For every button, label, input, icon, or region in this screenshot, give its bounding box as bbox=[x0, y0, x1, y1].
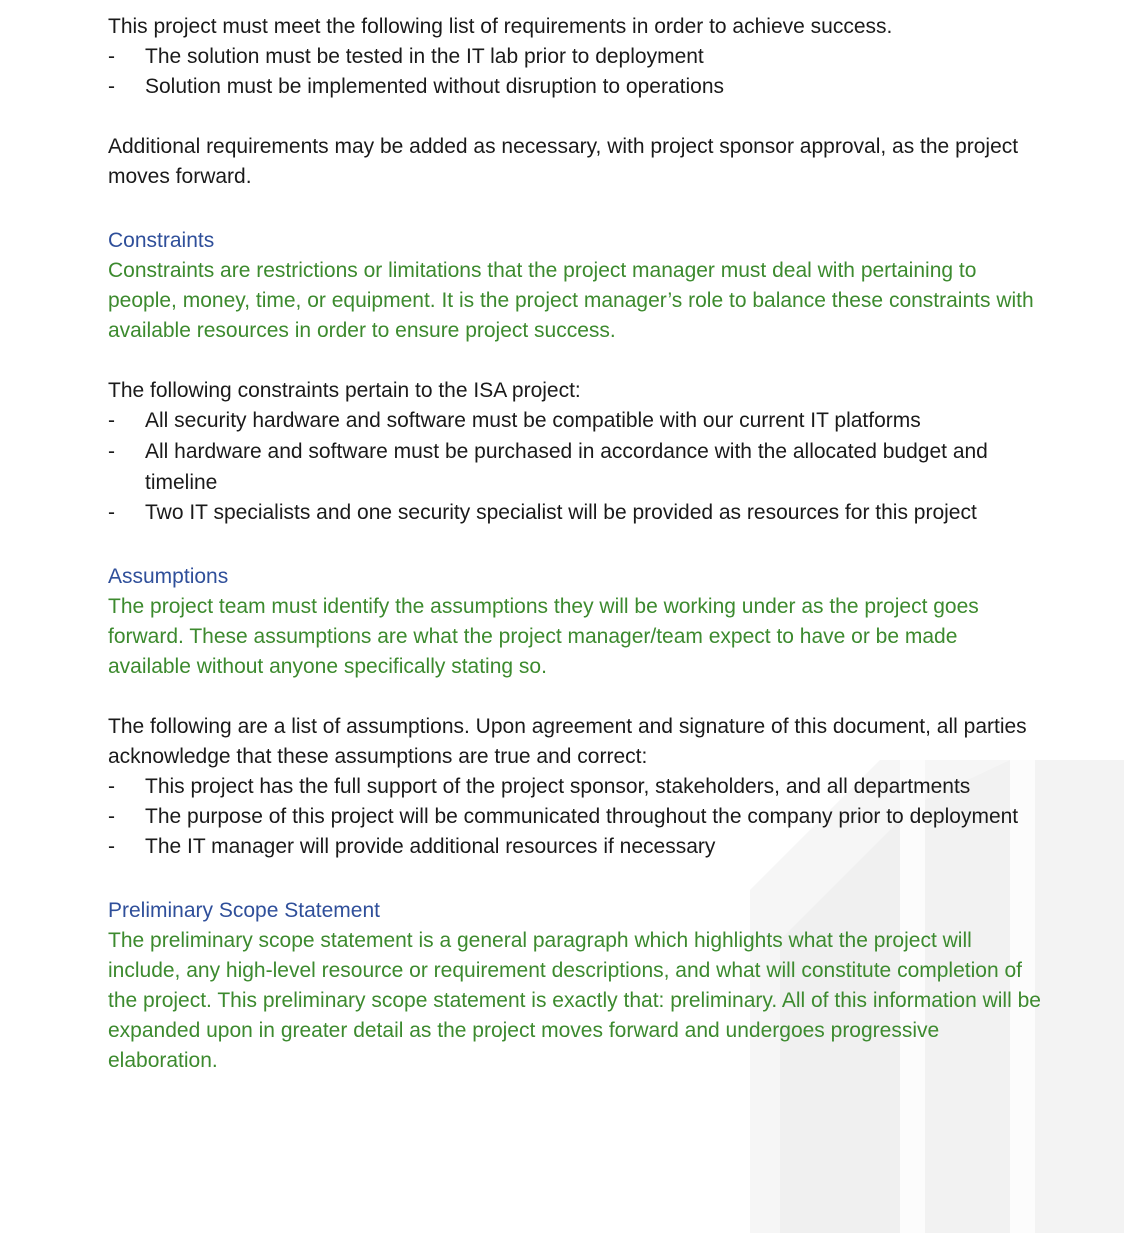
assumptions-guidance: The project team must identify the assumptions they will be working under as the project goes forward. These assumptions are what the project manager/team expect to have or be made available without anyone specifically stating so. bbox=[108, 595, 979, 678]
list-item: - All security hardware and software must be compatible with our current IT platforms bbox=[108, 406, 1043, 436]
assumptions-intro: The following are a list of assumptions. Upon agreement and signature of this document, all parties acknowledge that these assumptions are true and correct: bbox=[108, 715, 1027, 768]
constraints-intro: The following constraints pertain to the ISA project: bbox=[108, 379, 581, 402]
list-item: - Two IT specialists and one security specialist will be provided as resources for this project bbox=[108, 498, 1043, 528]
assumptions-section bbox=[108, 562, 1043, 862]
constraints-section bbox=[108, 226, 1043, 528]
list-item: - The purpose of this project will be communicated throughout the company prior to deployment bbox=[108, 802, 1043, 832]
constraints-heading: Constraints bbox=[108, 229, 215, 252]
constraints-guidance: Constraints are restrictions or limitations that the project manager must deal with pertaining to people, money, time, or equipment. It is the project manager’s role to balance these constraints with available resources in order to ensure project success. bbox=[108, 259, 1034, 342]
list-item: - Solution must be implemented without disruption to operations bbox=[108, 72, 1043, 102]
list-item: - This project has the full support of the project sponsor, stakeholders, and all departments bbox=[108, 772, 1043, 802]
requirements-list bbox=[108, 42, 1043, 102]
requirements-intro: This project must meet the following list of requirements in order to achieve success. bbox=[108, 15, 893, 38]
assumptions-heading: Assumptions bbox=[108, 565, 229, 588]
list-item: - The IT manager will provide additional resources if necessary bbox=[108, 832, 1043, 862]
scope-guidance: The preliminary scope statement is a general paragraph which highlights what the project will include, any high-level resource or requirement descriptions, and what will constitute completion of the project. This preliminary scope statement is exactly that: preliminary. All of this information will be expanded upon in greater detail as the project moves forward and undergoes progressive elaboration. bbox=[108, 929, 1041, 1072]
constraints-list bbox=[108, 406, 1043, 528]
requirements-additional: Additional requirements may be added as necessary, with project sponsor approval, as the project moves forward. bbox=[108, 135, 1019, 188]
scope-heading: Preliminary Scope Statement bbox=[108, 899, 380, 922]
list-item: - The solution must be tested in the IT lab prior to deployment bbox=[108, 42, 1043, 72]
scope-section bbox=[108, 896, 1043, 1076]
list-item: - All hardware and software must be purchased in accordance with the allocated budget and timeline bbox=[108, 436, 1043, 498]
requirements-section bbox=[108, 12, 1043, 192]
assumptions-list bbox=[108, 772, 1043, 862]
document-page bbox=[108, 12, 1043, 1076]
